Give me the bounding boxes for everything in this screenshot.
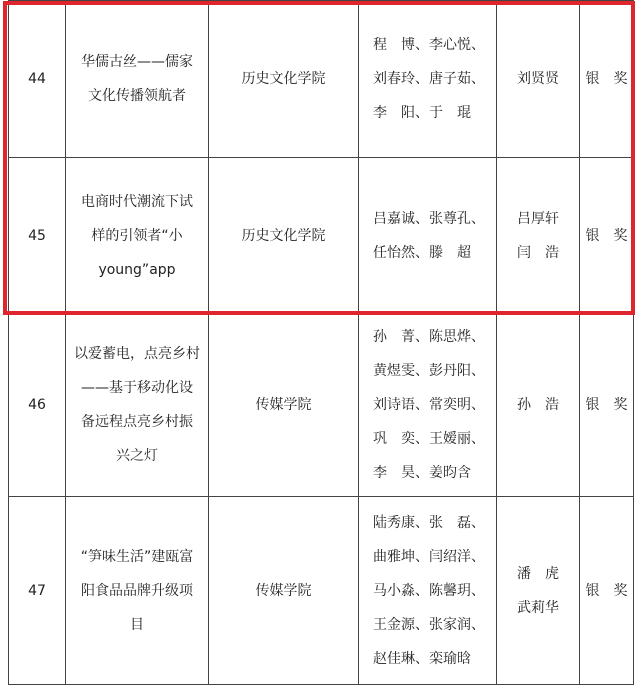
advisor-name: 刘贤贤 [497,1,580,158]
table-row [9,497,634,685]
team-members: 陆秀康、张 磊、 曲雅坤、闫绍洋、 马小淼、陈馨玥、 王金源、张家润、 赵佳琳、栾瑜晗 [359,497,497,685]
table-row [9,158,634,314]
advisor-name: 吕厚轩 闫 浩 [497,158,580,314]
project-title: 以爱蓄电，点亮乡村 ——基于移动化设 备远程点亮乡村振 兴之灯 [66,314,209,497]
college-name: 历史文化学院 [209,158,359,314]
award-level: 银 奖 [580,314,634,497]
row-number: 44 [9,1,66,158]
award-level: 银 奖 [580,158,634,314]
project-title: 电商时代潮流下试 样的引领者“小 young”app [66,158,209,314]
award-level: 银 奖 [580,497,634,685]
team-members: 程 博、李心悦、 刘春玲、唐子茹、 李 阳、于 琨 [359,1,497,158]
advisor-name: 潘 虎 武莉华 [497,497,580,685]
advisor-name: 孙 浩 [497,314,580,497]
team-members: 孙 菁、陈思烨、 黄煜雯、彭丹阳、 刘诗语、常奕明、 巩 奕、王嫒丽、 李 昊、姜昀含 [359,314,497,497]
college-name: 传媒学院 [209,497,359,685]
team-members: 吕嘉诚、张尊孔、 任怡然、滕 超 [359,158,497,314]
table-row [9,314,634,497]
college-name: 历史文化学院 [209,1,359,158]
row-number: 45 [9,158,66,314]
table-row [9,1,634,158]
award-level: 银 奖 [580,1,634,158]
row-number: 46 [9,314,66,497]
project-title: “笋味生活”建瓯富 阳食品品牌升级项 目 [66,497,209,685]
project-title: 华儒古丝——儒家 文化传播领航者 [66,1,209,158]
college-name: 传媒学院 [209,314,359,497]
awards-table [8,0,634,685]
row-number: 47 [9,497,66,685]
